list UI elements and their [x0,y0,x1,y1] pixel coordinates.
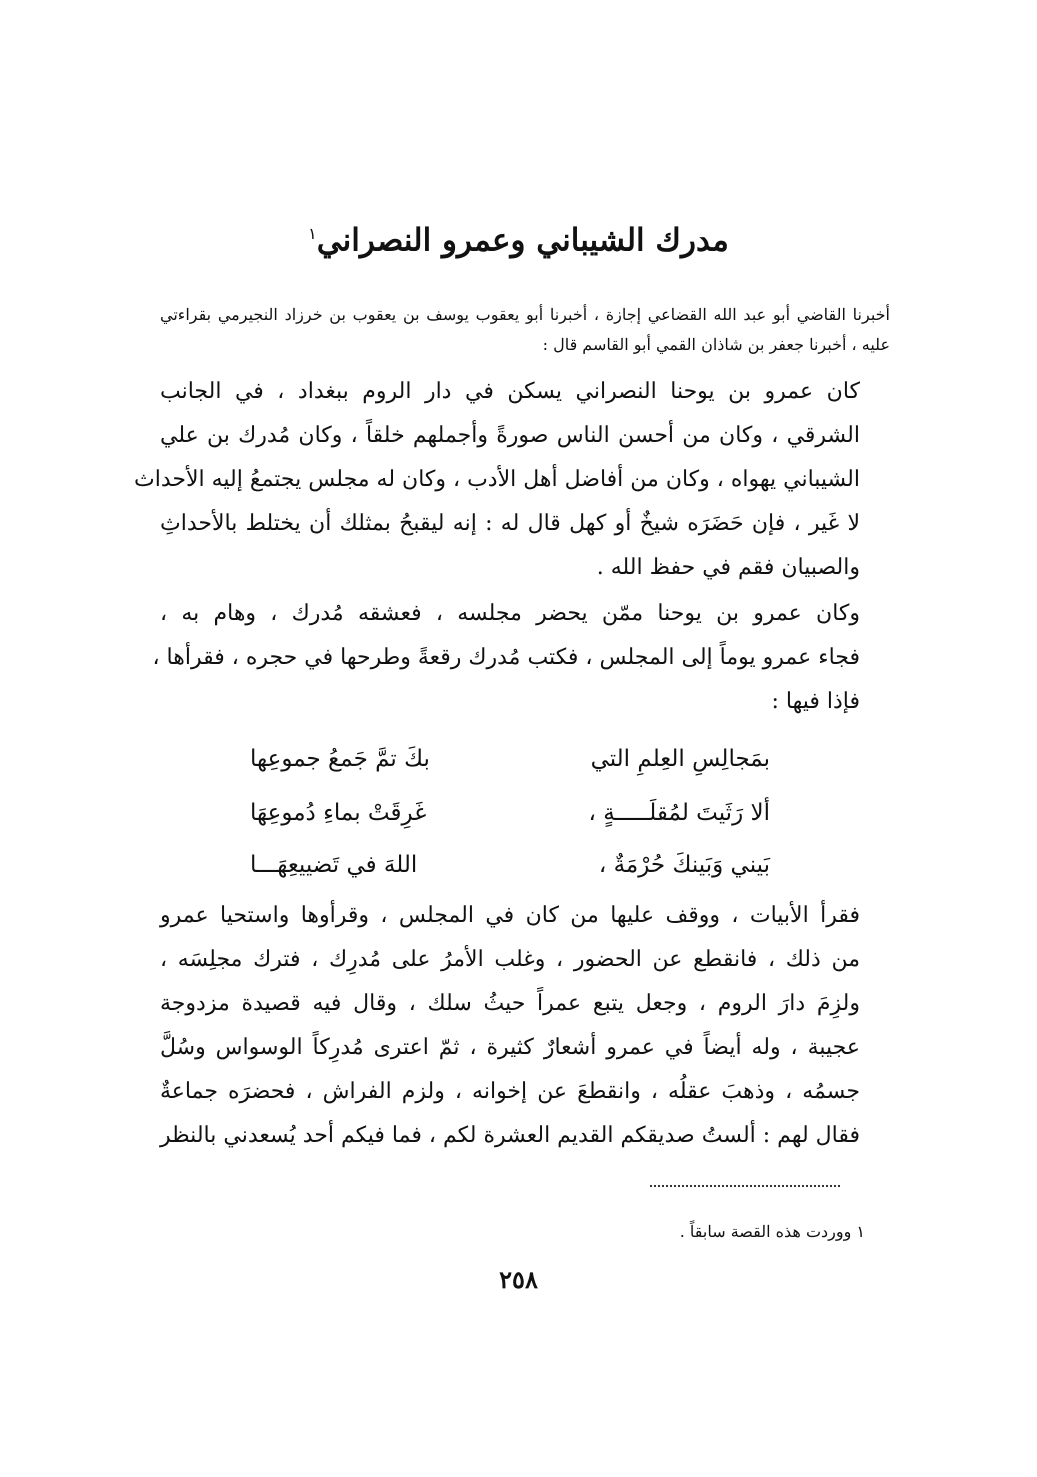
verse-first-hemistich: بمَجالِسِ العِلمِ التي [590,746,770,772]
chapter-title [150,214,887,260]
verse-second-hemistich: غَرِقَتْ بماءِ دُموعِهَا [250,800,427,826]
page-number: ٢٥٨ [499,1265,538,1294]
text-line: الشيباني يهواه ، وكان من أفاضل أهل الأدب ، وكان له مجلس يجتمعُ إليه الأحداث [134,467,860,492]
footnote-separator [650,1185,840,1187]
text-line: فجاء عمرو يوماً إلى المجلس ، فكتب مُدرك رقعةً وطرحها في حجره ، فقرأها ، [152,645,860,670]
text-line: كان عمرو بن يوحنا النصراني يسكن في دار الروم ببغداد ، في الجانب [160,379,860,404]
text-line: ولزِمَ دارَ الروم ، وجعل يتبع عمراً حيثُ سلك ، وقال فيه قصيدة مزدوجة [160,991,860,1016]
verse-first-hemistich: ألا رَثَيتَ لمُقلَـــــةٍ ، [588,800,770,826]
chapter-title-text: مدرك الشيباني وعمرو النصراني [316,222,729,259]
verse-second-hemistich: اللهَ في تَضييعِهَـــا [250,852,418,878]
footnote-marker: ١ [308,224,317,243]
verse-line [250,788,770,838]
text-line: جسمُه ، وذهبَ عقلُه ، وانقطعَ عن إخوانه ، ولزم الفراش ، فحضرَه جماعةٌ [160,1079,860,1104]
verse-line [250,840,770,890]
verse-line [250,734,770,784]
text-line: وكان عمرو بن يوحنا ممّن يحضر مجلسه ، فعشقه مُدرك ، وهام به ، [160,601,860,626]
verse-first-hemistich: بَيني وَبَينكَ حُرْمَةٌ ، [598,852,770,878]
text-line: الشرقي ، وكان من أحسن الناس صورةً وأجملهم خلقاً ، وكان مُدرك بن علي [160,423,860,448]
text-line: لا غَير ، فإن حَضَرَه شيخٌ أو كهل قال له : إنه ليقبحُ بمثلك أن يختلط بالأحداثِ [160,511,860,536]
text-line: من ذلك ، فانقطع عن الحضور ، وغلب الأمرُ على مُدرِك ، فترك مجلِسَه ، [160,947,860,972]
text-line: فإذا فيها : [771,689,860,714]
text-line: فقال لهم : ألستُ صديقكم القديم العشرة لكم ، فما فيكم أحد يُسعدني بالنظر [160,1123,860,1148]
footnote: ١ ووردت هذه القصة سابقاً . [679,1222,865,1241]
verse-second-hemistich: بكَ تمَّ جَمعُ جموعِها [250,746,430,772]
text-line: والصبيان فقم في حفظ الله . [596,555,860,580]
text-line: عجيبة ، وله أيضاً في عمرو أشعارٌ كثيرة ، ثمّ اعترى مُدرِكاً الوسواس وسُلَّ [160,1035,860,1060]
isnad-chain: أخبرنا القاضي أبو عبد الله القضاعي إجازة ، أخبرنا أبو يعقوب يوسف بن يعقوب بن خرزاد النجيرمي بقراءتي عليه ، أخبرنا جعفر بن شاذان القمي أبو القاسم قال : [160,305,891,354]
text-line: فقرأ الأبيات ، ووقف عليها من كان في المجلس ، وقرأوها واستحيا عمرو [160,903,860,928]
